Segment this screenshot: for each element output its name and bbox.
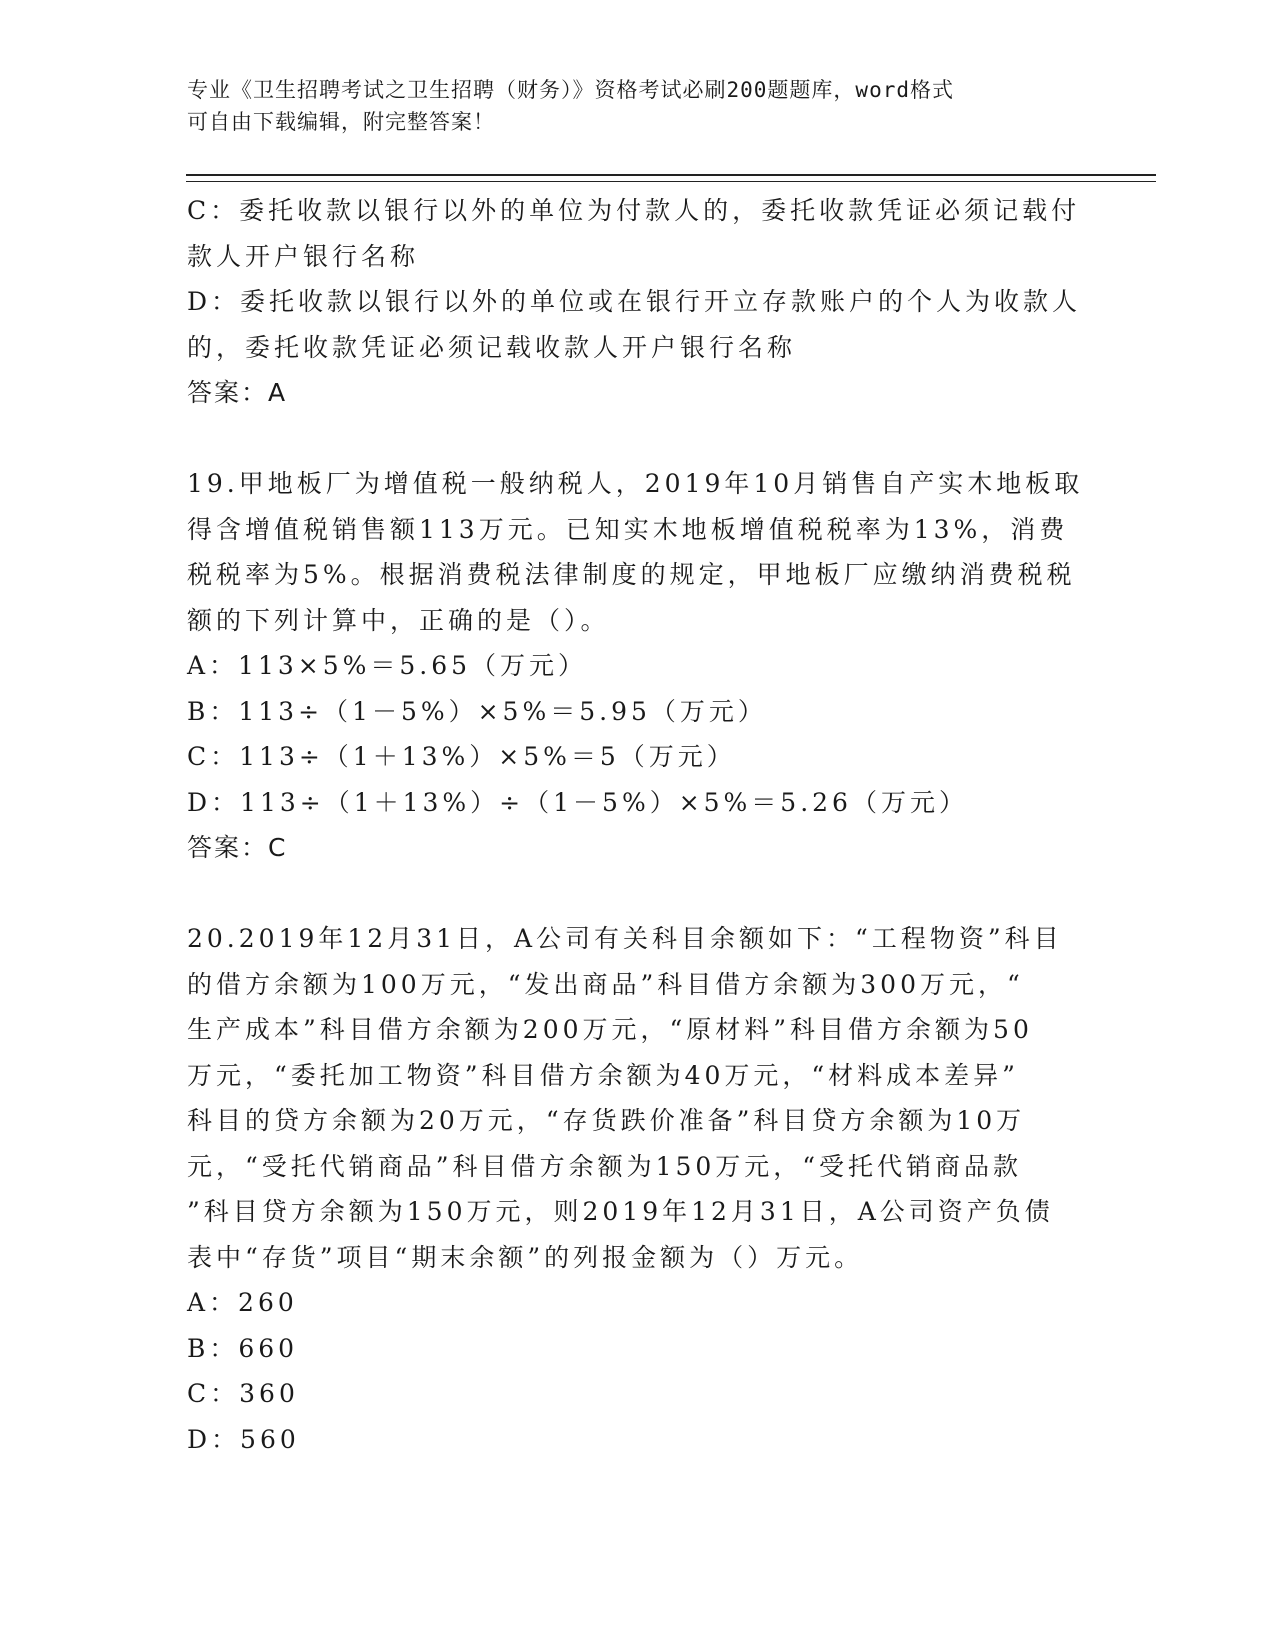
question-stem-line: 科目的贷方余额为20万元，“存货跌价准备”科目贷方余额为10万: [187, 1106, 1026, 1135]
header-rule-thin: [186, 181, 1156, 182]
option-a: A：113×5%＝5.65（万元）: [187, 651, 588, 680]
header-line: 专业《卫生招聘考试之卫生招聘（财务）》资格考试必刷200题题库，word格式: [187, 78, 954, 102]
option-c: C：360: [187, 1379, 299, 1408]
question-stem-line: 20.2019年12月31日，A公司有关科目余额如下：“工程物资”科目: [187, 924, 1063, 953]
spacer: [187, 871, 1087, 917]
question-stem-line: 元，“受托代销商品”科目借方余额为150万元，“受托代销商品款: [187, 1151, 1023, 1181]
question-stem-line: ”科目贷方余额为150万元，则2019年12月31日，A公司资产负债: [187, 1197, 1054, 1226]
document-body: [187, 188, 1087, 1462]
question-stem-line: 19.甲地板厂为增值税一般纳税人，2019年10月销售自产实木地板取: [187, 469, 1084, 498]
question-stem-line: 税税率为5%。根据消费税法律制度的规定，甲地板厂应缴纳消费税税: [187, 560, 1076, 589]
question-20: [187, 916, 1087, 1462]
option-text-line: 款人开户银行名称: [187, 241, 420, 271]
question-stem-line: 额的下列计算中，正确的是（）。: [187, 605, 610, 635]
option-b: B：660: [187, 1333, 299, 1363]
option-text-line: C：委托收款以银行以外的单位为付款人的，委托收款凭证必须记载付: [187, 196, 1081, 225]
header-line: 可自由下载编辑，附完整答案！: [187, 110, 495, 134]
spacer: [187, 416, 1087, 462]
answer-label: 答案：A: [187, 378, 288, 407]
option-c: C：113÷（1＋13%）×5%＝5（万元）: [187, 742, 736, 771]
option-d: D：113÷（1＋13%）÷（1－5%）×5%＝5.26（万元）: [187, 787, 968, 817]
question-stem-line: 生产成本”科目借方余额为200万元，“原材料”科目借方余额为50: [187, 1015, 1033, 1044]
question-18-continuation: [187, 188, 1087, 416]
option-b: B：113÷（1－5%）×5%＝5.95（万元）: [187, 696, 767, 726]
question-stem-line: 的借方余额为100万元，“发出商品”科目借方余额为300万元，“: [187, 969, 1024, 999]
header-rule-thick: [186, 174, 1156, 176]
document-header: [187, 74, 1067, 138]
answer-label: 答案：C: [187, 833, 288, 862]
option-a: A：260: [187, 1288, 298, 1317]
option-d: D：560: [187, 1424, 300, 1454]
question-19: [187, 461, 1087, 871]
option-text-line: 的，委托收款凭证必须记载收款人开户银行名称: [187, 332, 797, 362]
question-stem-line: 万元，“委托加工物资”科目借方余额为40万元，“材料成本差异”: [187, 1060, 1019, 1090]
option-text-line: D：委托收款以银行以外的单位或在银行开立存款账户的个人为收款人: [187, 287, 1082, 316]
question-stem-line: 得含增值税销售额113万元。已知实木地板增值税税率为13%，消费: [187, 514, 1069, 544]
question-stem-line: 表中“存货”项目“期末余额”的列报金额为（）万元。: [187, 1242, 864, 1272]
